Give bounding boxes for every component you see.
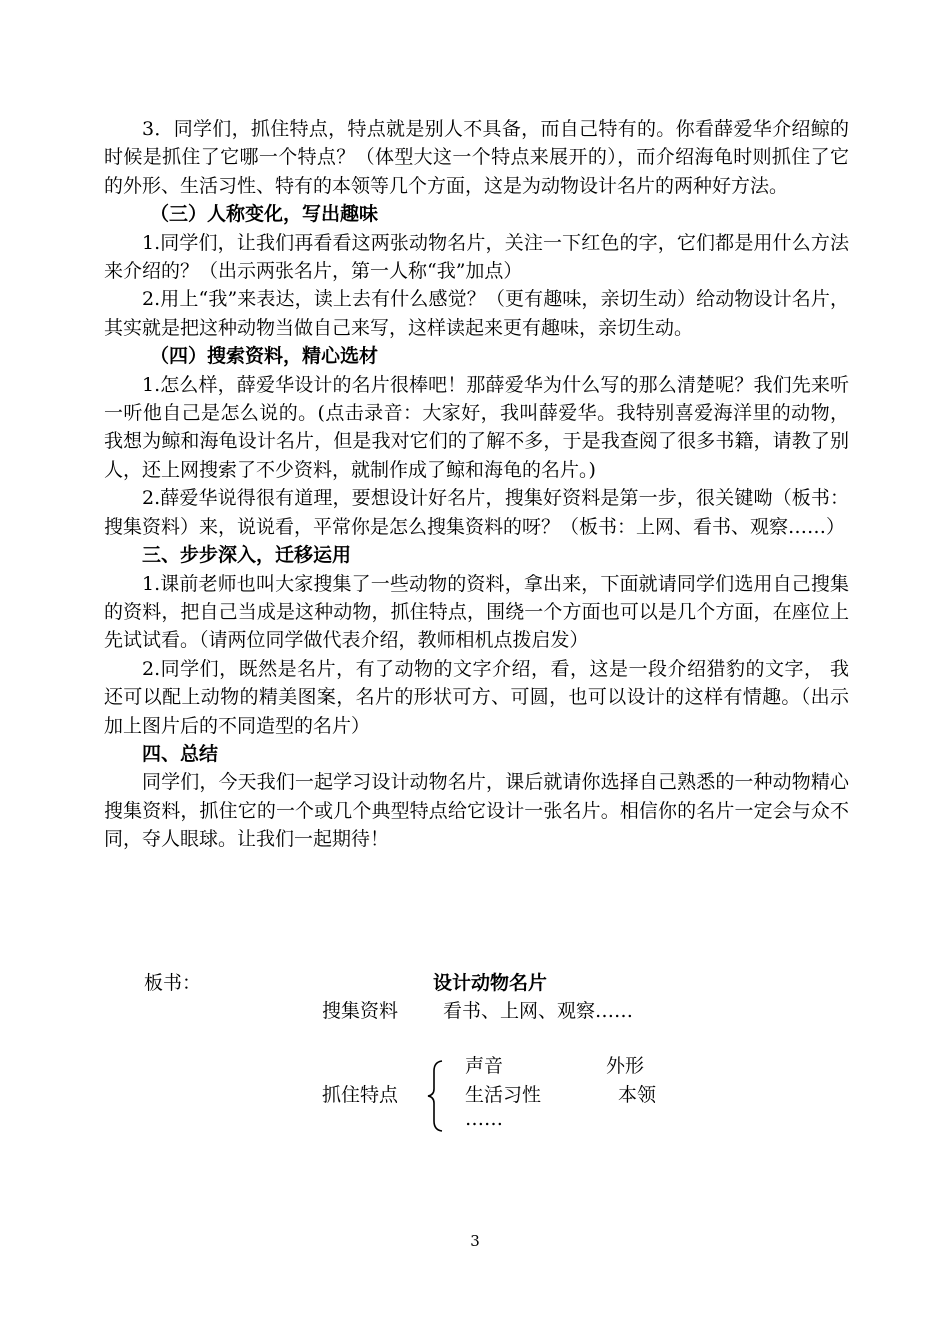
- paragraph: 同学们，今天我们一起学习设计动物名片，课后就请你选择自己熟悉的一种动物精心搜集资料，抓住它的一个或几个典型特点给它设计一张名片。相信你的名片一定会与众不同，夺人眼球。让我们一起期待！: [104, 771, 849, 851]
- paragraph: 2.用上“我”来表达，读上去有什么感觉？（更有趣味，亲切生动）给动物设计名片，其实就是把这种动物当做自己来写，这样读起来更有趣味，亲切生动。: [104, 288, 849, 339]
- feature-item: 本领: [618, 1084, 657, 1106]
- paragraph: 1.同学们，让我们再看看这两张动物名片，关注一下红色的字，它们都是用什么方法来介绍的？（出示两张名片，第一人称“我”加点）: [104, 231, 849, 283]
- paragraph: 1.怎么样，薛爱华设计的名片很棒吧！那薛爱华为什么写的那么清楚呢？我们先来听一听他自己是怎么说的。(点击录音：大家好，我叫薛爱华。我特别喜爱海洋里的动物，我想为鲸和海龟设计名片，但是我对它们的了解不多，于是我查阅了很多书籍，请教了别人，还上网搜索了不少资料，就制作成了鲸和海龟的名片。): [104, 373, 849, 481]
- paragraph: 1.课前老师也叫大家搜集了一些动物的资料，拿出来，下面就请同学们选用自己搜集的资料，把自己当成是这种动物，抓住特点，围绕一个方面也可以是几个方面，在座位上先试试看。（请两位同学做代表介绍，教师相机点拨启发）: [104, 572, 849, 652]
- feature-item: ……: [465, 1108, 503, 1130]
- feature-item: 生活习性: [465, 1084, 542, 1106]
- section-heading: （三）人称变化，写出趣味: [150, 203, 379, 226]
- document-body: [104, 115, 849, 854]
- collect-label: 搜集资料: [322, 1000, 399, 1022]
- section-heading: 四、总结: [142, 742, 219, 765]
- section-heading: （四）搜索资料，精心选材: [150, 345, 379, 368]
- curly-brace-icon: [425, 1059, 445, 1133]
- feature-item: 声音: [465, 1055, 504, 1077]
- collect-items: 看书、上网、观察……: [443, 1000, 634, 1022]
- section-heading: 三、步步深入，迁移运用: [142, 544, 352, 567]
- feature-label: 抓住特点: [322, 1084, 399, 1106]
- feature-item: 外形: [606, 1055, 645, 1077]
- board-title: 设计动物名片: [433, 972, 548, 994]
- page-number: 3: [470, 1232, 480, 1250]
- board-label: 板书：: [144, 972, 202, 994]
- paragraph: 2.同学们，既然是名片，有了动物的文字介绍，看，这是一段介绍猎豹的文字， 我还可以配上动物的精美图案，名片的形状可方、可圆，也可以设计的这样有情趣。（出示加上图片后的不同造型的名片）: [104, 657, 849, 737]
- paragraph: 2.薛爱华说得很有道理，要想设计好名片，搜集好资料是第一步，很关键呦（板书：搜集资料）来，说说看，平常你是怎么搜集资料的呀？（板书：上网、看书、观察……）: [104, 487, 849, 538]
- paragraph: 3．同学们，抓住特点，特点就是别人不具备，而自己特有的。你看薛爱华介绍鲸的时候是抓住了它哪一个特点？（体型大这一个特点来展开的），而介绍海龟时则抓住了它的外形、生活习性、特有的本领等几个方面，这是为动物设计名片的两种好方法。: [104, 118, 849, 197]
